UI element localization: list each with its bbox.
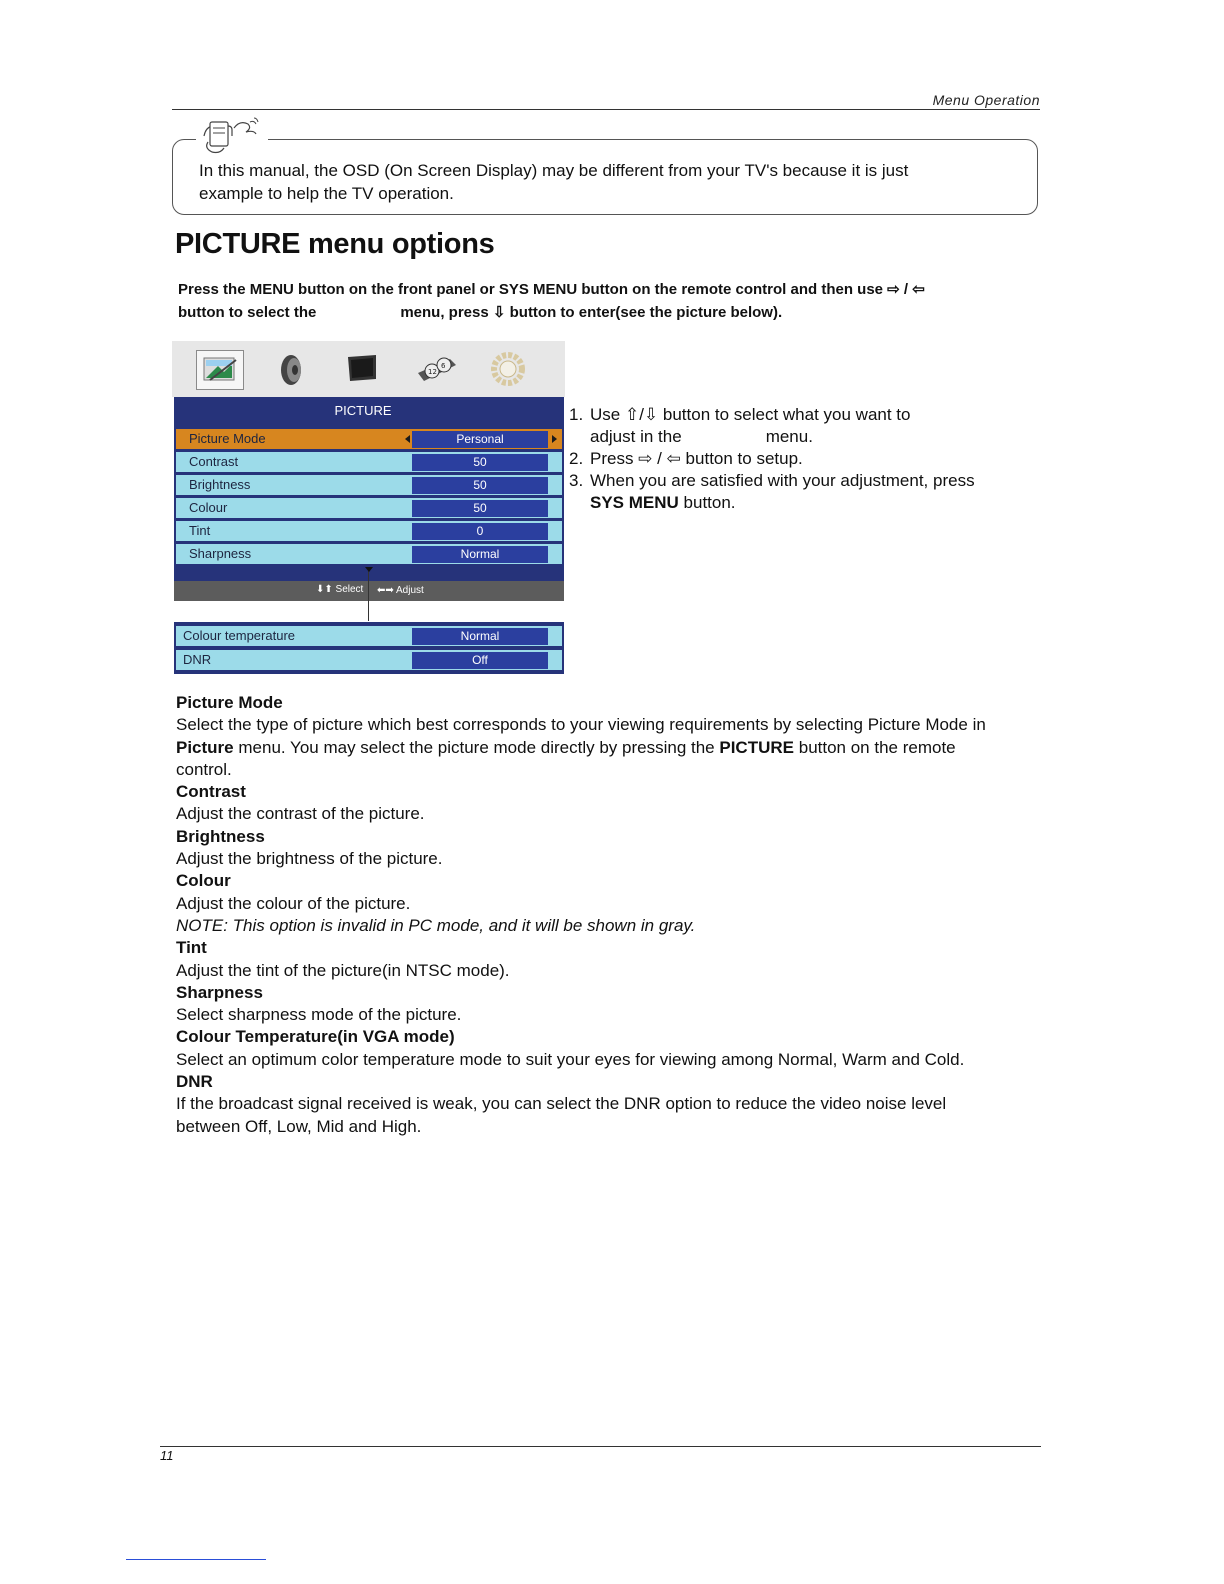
osd-row-sharpness[interactable] xyxy=(176,544,562,564)
osd-row-label: DNR xyxy=(183,652,212,667)
page-number: 11 xyxy=(160,1448,174,1463)
osd-row-value: Off xyxy=(412,652,548,669)
picture-mode-text-3: button on the remote xyxy=(798,737,956,757)
scroll-connector-line xyxy=(368,567,369,621)
osd-row-value: Normal xyxy=(412,628,548,645)
header-divider xyxy=(172,109,1040,110)
osd-row-colour-temperature[interactable] xyxy=(176,626,562,646)
contrast-heading: Contrast xyxy=(176,782,246,802)
time-icon[interactable] xyxy=(414,348,458,390)
osd-row-value: 50 xyxy=(412,500,548,517)
osd-row-label: Tint xyxy=(189,523,211,538)
step-3-tail: button. xyxy=(683,493,736,512)
note-line-1: In this manual, the OSD (On Screen Display) may be different from your TV's because it is just xyxy=(199,161,909,180)
step-number: 2. xyxy=(569,449,584,468)
sound-icon[interactable] xyxy=(270,348,314,390)
osd-row-value: 50 xyxy=(412,454,548,471)
picture-mode-line-1: Select the type of picture which best corresponds to your viewing requirements by selecting Picture Mode in xyxy=(176,715,986,735)
osd-row-label: Colour xyxy=(189,500,228,515)
step-3 xyxy=(569,470,1039,514)
brightness-text: Adjust the brightness of the picture. xyxy=(176,849,443,869)
step-number: 3. xyxy=(569,471,584,490)
screen-icon[interactable] xyxy=(340,348,384,390)
step-number: 1. xyxy=(569,405,584,424)
scroll-down-arrow-icon xyxy=(365,567,373,572)
step-2-text: Press ⇨ / ⇦ button to setup. xyxy=(590,449,803,468)
osd-row-label: Sharpness xyxy=(189,546,252,561)
intro-line-2 xyxy=(178,303,782,321)
description-sections xyxy=(176,692,1076,1138)
step-1-line-2 xyxy=(590,426,1039,448)
dnr-text-2: between Off, Low, Mid and High. xyxy=(176,1116,422,1136)
osd-extra-panel xyxy=(174,622,564,674)
intro-line-2-end: menu, press ⇩ button to enter(see the picture below). xyxy=(400,304,783,321)
osd-row-brightness[interactable] xyxy=(176,475,562,495)
step-3-line-1: When you are satisfied with your adjustment, press xyxy=(590,471,975,490)
sharpness-heading: Sharpness xyxy=(176,982,263,1002)
osd-footer-hints xyxy=(174,581,564,601)
page-title: PICTURE menu options xyxy=(175,228,495,260)
osd-row-contrast[interactable] xyxy=(176,452,562,472)
step-1-text-b: menu. xyxy=(765,427,813,446)
dnr-heading: DNR xyxy=(176,1072,213,1092)
step-1-text-a: adjust in the xyxy=(590,427,682,446)
colour-heading: Colour xyxy=(176,871,231,891)
adjust-hint: ⬅➡ Adjust xyxy=(377,585,424,596)
osd-row-label: Colour temperature xyxy=(183,628,295,643)
tint-text: Adjust the tint of the picture(in NTSC mode). xyxy=(176,960,510,980)
picture-icon[interactable] xyxy=(196,350,244,390)
header-section-label: Menu Operation xyxy=(932,92,1040,108)
footer-divider xyxy=(160,1446,1041,1447)
osd-row-label: Contrast xyxy=(189,454,239,469)
svg-text:12: 12 xyxy=(428,368,437,376)
osd-row-dnr[interactable] xyxy=(176,650,562,670)
osd-row-value: 50 xyxy=(412,477,548,494)
osd-row-label: Brightness xyxy=(189,477,251,492)
setup-icon[interactable] xyxy=(486,348,530,390)
note-line-2: example to help the TV operation. xyxy=(199,184,454,203)
osd-row-value: 0 xyxy=(412,523,548,540)
svg-text:6: 6 xyxy=(441,362,446,370)
step-1-line-1: Use ⇧/⇩ button to select what you want to xyxy=(590,405,911,424)
steps-list xyxy=(569,404,1039,514)
picture-mode-heading: Picture Mode xyxy=(176,693,283,712)
note-text xyxy=(199,159,999,205)
picture-button-bold: PICTURE xyxy=(719,737,794,757)
step-3-line-2 xyxy=(590,492,1039,514)
sharpness-text: Select sharpness mode of the picture. xyxy=(176,1005,462,1025)
bottom-link-underline xyxy=(126,1559,266,1560)
colour-temperature-text: Select an optimum color temperature mode to suit your eyes for viewing among Normal, Warm and Cold. xyxy=(176,1049,965,1069)
osd-row-tint[interactable] xyxy=(176,521,562,541)
picture-mode-line-2 xyxy=(176,737,1076,759)
contrast-text: Adjust the contrast of the picture. xyxy=(176,804,425,824)
dnr-text-1: If the broadcast signal received is weak, you can select the DNR option to reduce the video noise level xyxy=(176,1094,947,1114)
picture-menu-bold: Picture xyxy=(176,737,234,757)
osd-row-value: Normal xyxy=(412,546,548,563)
colour-text: Adjust the colour of the picture. xyxy=(176,893,411,913)
note-hand-icon xyxy=(196,116,268,156)
left-arrow-icon[interactable] xyxy=(405,435,410,443)
colour-note: NOTE: This option is invalid in PC mode, and it will be shown in gray. xyxy=(176,915,696,935)
colour-temperature-heading: Colour Temperature(in VGA mode) xyxy=(176,1027,455,1047)
step-1 xyxy=(569,404,1039,448)
osd-panel-title: PICTURE xyxy=(334,403,392,418)
tint-heading: Tint xyxy=(176,938,207,958)
osd-menu-icon-bar xyxy=(172,341,565,397)
intro-line-1: Press the MENU button on the front panel or SYS MENU button on the remote control and then use ⇨ / ⇦ xyxy=(178,281,925,298)
select-hint: ⬇⬆ Select xyxy=(316,584,364,595)
brightness-heading: Brightness xyxy=(176,826,265,846)
picture-mode-line-3: control. xyxy=(176,759,232,779)
picture-mode-text-2: menu. You may select the picture mode directly by pressing the xyxy=(238,737,715,757)
osd-row-picture-mode[interactable] xyxy=(176,429,562,449)
osd-row-colour[interactable] xyxy=(176,498,562,518)
right-arrow-icon[interactable] xyxy=(552,435,557,443)
osd-row-label: Picture Mode xyxy=(189,431,266,446)
step-2 xyxy=(569,448,1039,470)
step-3-bold: SYS MENU xyxy=(590,493,679,512)
osd-row-value: Personal xyxy=(412,431,548,448)
intro-line-2-start: button to select the xyxy=(178,304,317,321)
